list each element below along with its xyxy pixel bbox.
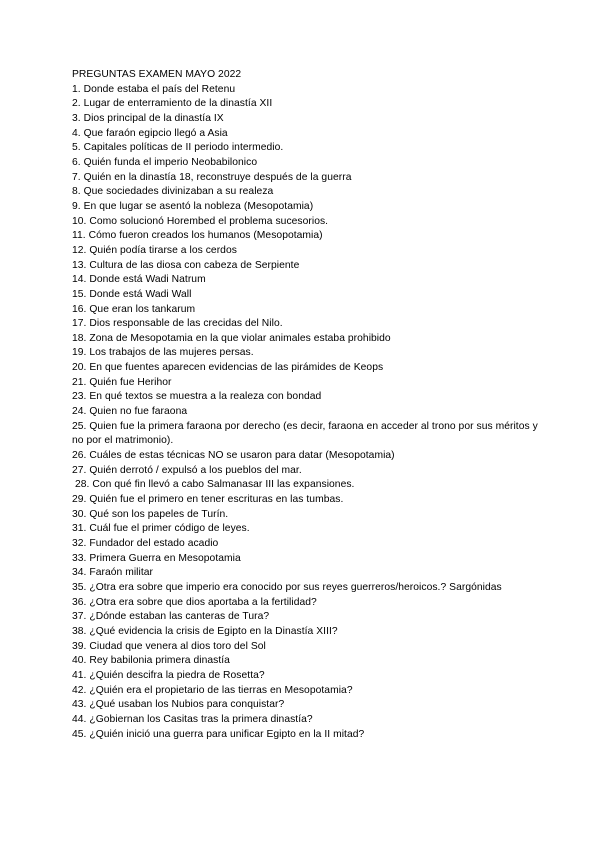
question-item: 25. Quien fue la primera faraona por derecho (es decir, faraona en acceder al trono por sus méritos y no por el matrimonio). xyxy=(72,420,538,447)
question-item: 6. Quién funda el imperio Neobabilonico xyxy=(72,156,258,168)
question-item: 23. En qué textos se muestra a la realeza con bondad xyxy=(72,391,322,403)
question-item: 30. Qué son los papeles de Turín. xyxy=(72,508,229,520)
question-item: 19. Los trabajos de las mujeres persas. xyxy=(72,347,254,359)
question-item: 33. Primera Guerra en Mesopotamia xyxy=(72,552,241,564)
question-item: 35. ¿Otra era sobre que imperio era conocido por sus reyes guerreros/heroicos.? Sargónidas xyxy=(72,581,502,593)
document-page xyxy=(72,68,542,742)
question-item: 45. ¿Quién inició una guerra para unificar Egipto en la II mitad? xyxy=(72,728,365,740)
question-item: 40. Rey babilonia primera dinastía xyxy=(72,655,230,667)
question-item: 44. ¿Gobiernan los Casitas tras la primera dinastía? xyxy=(72,713,313,725)
question-item: 17. Dios responsable de las crecidas del Nilo. xyxy=(72,318,283,330)
document-title: PREGUNTAS EXAMEN MAYO 2022 xyxy=(72,69,242,80)
question-item: 10. Como solucionó Horembed el problema sucesorios. xyxy=(72,215,329,227)
question-item: 38. ¿Qué evidencia la crisis de Egipto en la Dinastía XIII? xyxy=(72,625,338,637)
question-item: 3. Dios principal de la dinastía IX xyxy=(72,112,224,124)
question-item: 42. ¿Quién era el propietario de las tierras en Mesopotamia? xyxy=(72,684,353,696)
question-item: 13. Cultura de las diosa con cabeza de Serpiente xyxy=(72,259,300,271)
question-item: 7. Quién en la dinastía 18, reconstruye después de la guerra xyxy=(72,171,352,183)
question-item: 15. Donde está Wadi Wall xyxy=(72,288,192,300)
question-item: 29. Quién fue el primero en tener escrituras en las tumbas. xyxy=(72,494,344,506)
question-item: 37. ¿Dónde estaban las canteras de Tura? xyxy=(72,611,270,623)
question-item: 11. Cómo fueron creados los humanos (Mesopotamia) xyxy=(72,230,323,242)
question-item: 24. Quien no fue faraona xyxy=(72,406,188,418)
question-item: 16. Que eran los tankarum xyxy=(72,303,196,315)
question-item: 26. Cuáles de estas técnicas NO se usaron para datar (Mesopotamia) xyxy=(72,450,395,462)
question-item: 5. Capitales políticas de II periodo intermedio. xyxy=(72,142,284,154)
question-item: 4. Que faraón egipcio llegó a Asia xyxy=(72,127,228,139)
question-list xyxy=(72,83,542,743)
question-item: 43. ¿Qué usaban los Nubios para conquistar? xyxy=(72,699,285,711)
question-item: 9. En que lugar se asentó la nobleza (Mesopotamia) xyxy=(72,200,314,212)
question-item: 12. Quién podía tirarse a los cerdos xyxy=(72,244,237,256)
question-item: 41. ¿Quién descifra la piedra de Rosetta? xyxy=(72,669,265,681)
question-item: 21. Quién fue Herihor xyxy=(72,376,172,388)
question-item: 39. Ciudad que venera al dios toro del Sol xyxy=(72,640,266,652)
question-item: 14. Donde está Wadi Natrum xyxy=(72,274,206,286)
question-item: 28. Con qué fin llevó a cabo Salmanasar III las expansiones. xyxy=(75,479,355,491)
question-item: 31. Cuál fue el primer código de leyes. xyxy=(72,523,250,535)
question-item: 18. Zona de Mesopotamia en la que violar animales estaba prohibido xyxy=(72,332,391,344)
question-item: 2. Lugar de enterramiento de la dinastía XII xyxy=(72,98,273,110)
question-item: 1. Donde estaba el país del Retenu xyxy=(72,83,236,95)
question-item: 8. Que sociedades divinizaban a su realeza xyxy=(72,186,274,198)
question-item: 36. ¿Otra era sobre que dios aportaba a la fertilidad? xyxy=(72,596,317,608)
question-item: 20. En que fuentes aparecen evidencias de las pirámides de Keops xyxy=(72,362,384,374)
question-item: 34. Faraón militar xyxy=(72,567,154,579)
question-item: 32. Fundador del estado acadio xyxy=(72,538,219,549)
question-item: 27. Quién derrotó / expulsó a los pueblos del mar. xyxy=(72,464,302,476)
